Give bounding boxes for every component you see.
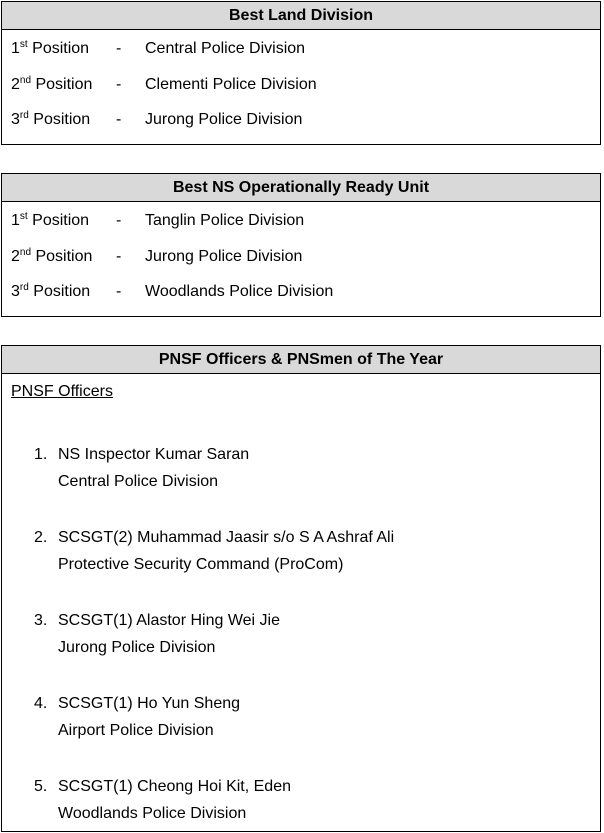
list-number: 2. [34, 529, 48, 546]
division-name: Tanglin Police Division [145, 212, 305, 229]
officer-unit: Jurong Police Division [58, 639, 216, 656]
separator: - [116, 283, 122, 300]
list-number: 4. [34, 695, 48, 712]
best-ns-unit-table [1, 173, 601, 317]
division-name: Jurong Police Division [145, 247, 303, 265]
division-name: Clementi Police Division [145, 75, 317, 93]
position-label: 1st Position [11, 39, 90, 57]
subheading: PNSF Officers [11, 383, 113, 400]
table-row [2, 66, 600, 102]
separator: - [116, 75, 122, 93]
list-number: 3. [34, 612, 48, 629]
position-label: 2nd Position [11, 74, 93, 93]
list-number: 1. [34, 446, 48, 463]
table-row [2, 202, 600, 238]
table-header: PNSF Officers & PNSmen of The Year [2, 346, 600, 374]
officer-unit: Woodlands Police Division [58, 805, 247, 822]
separator: - [116, 40, 122, 57]
officer-unit: Central Police Division [58, 473, 219, 490]
table-row [2, 238, 600, 274]
division-name: Central Police Division [145, 40, 306, 57]
best-land-division-table [1, 1, 601, 145]
division-name: Woodlands Police Division [145, 283, 334, 300]
separator: - [116, 247, 122, 265]
table-row [2, 30, 600, 66]
position-label: 3rd Position [11, 110, 91, 128]
list-number: 5. [34, 778, 48, 795]
position-label: 2nd Position [11, 246, 93, 265]
officer-name: SCSGT(1) Alastor Hing Wei Jie [58, 612, 280, 629]
officer-name: NS Inspector Kumar Saran [58, 446, 250, 463]
table-row [2, 273, 600, 309]
officer-unit: Protective Security Command (ProCom) [58, 556, 344, 573]
officers-of-the-year-table [1, 345, 601, 832]
table-row [2, 101, 600, 137]
officer-unit: Airport Police Division [58, 722, 214, 739]
officer-name: SCSGT(2) Muhammad Jaasir s/o S A Ashraf Ali [58, 529, 395, 546]
officer-name: SCSGT(1) Cheong Hoi Kit, Eden [58, 778, 291, 795]
table-header: Best NS Operationally Ready Unit [2, 174, 600, 202]
separator: - [116, 111, 122, 128]
table-header: Best Land Division [2, 2, 600, 30]
position-label: 3rd Position [11, 282, 91, 300]
division-name: Jurong Police Division [145, 111, 303, 128]
position-label: 1st Position [11, 211, 90, 229]
officer-name: SCSGT(1) Ho Yun Sheng [58, 695, 241, 712]
separator: - [116, 212, 122, 229]
